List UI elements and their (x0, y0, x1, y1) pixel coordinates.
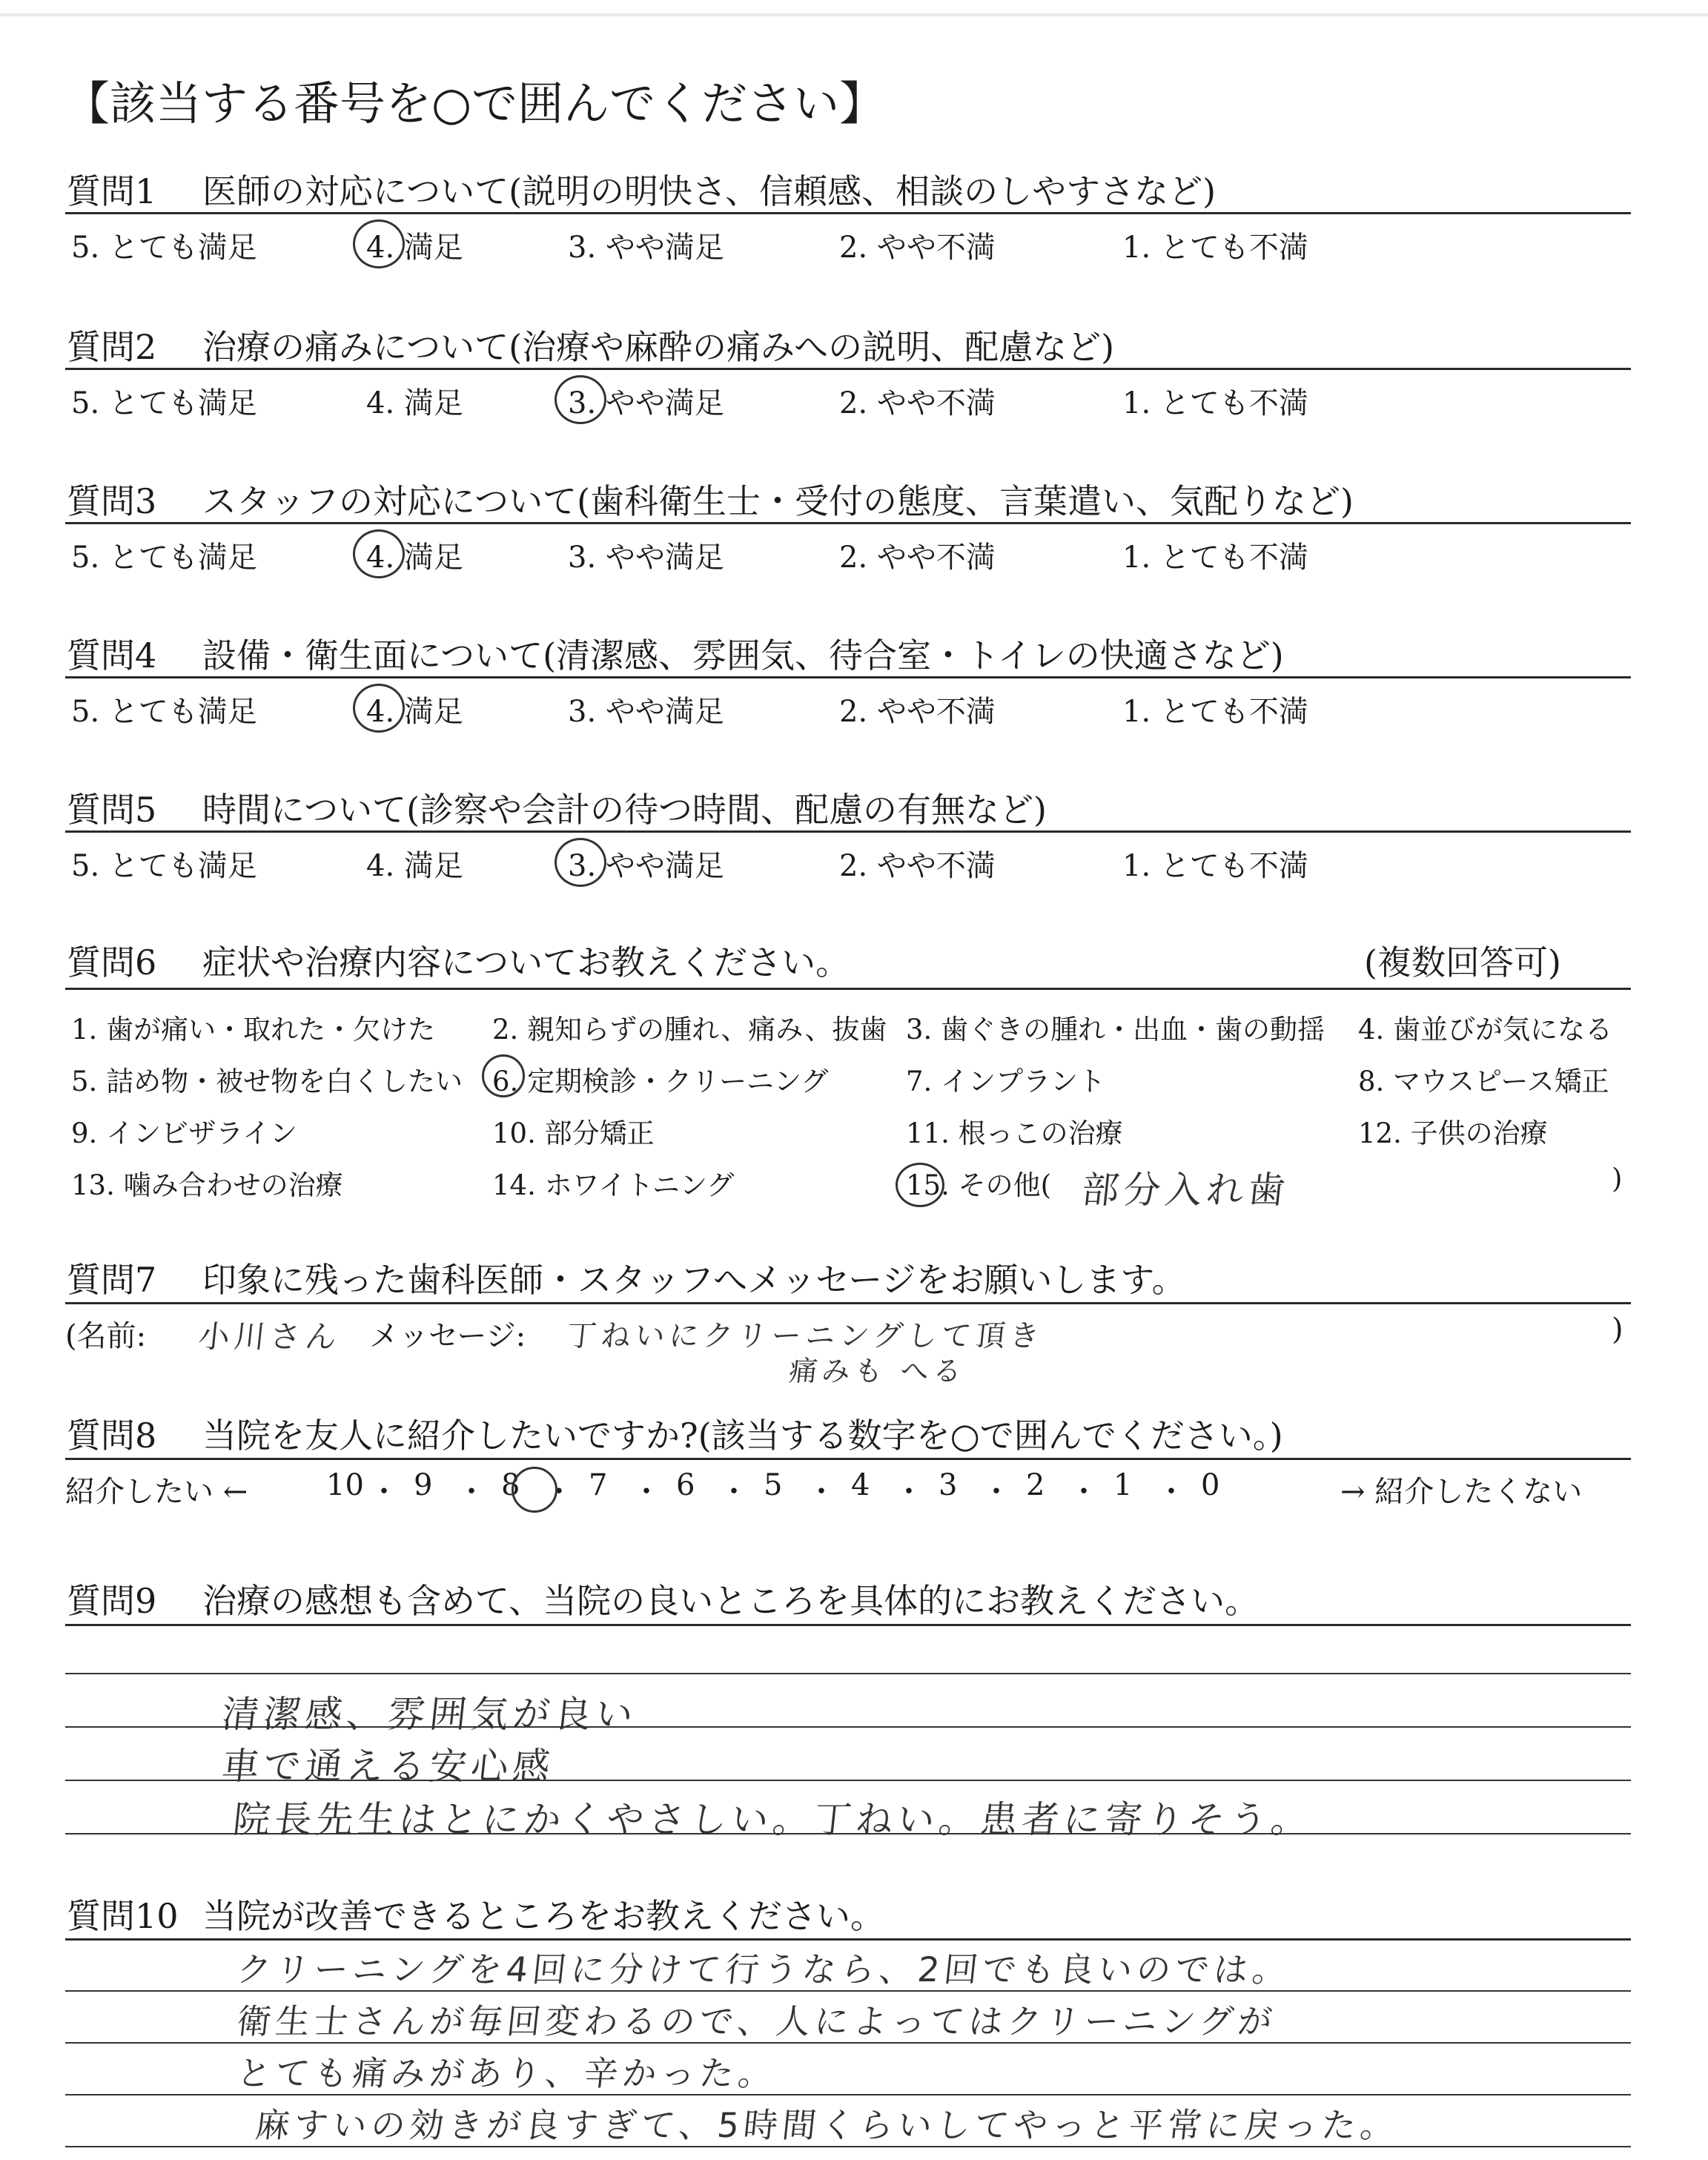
q7-label: 質問7 (67, 1260, 157, 1300)
question-2-selection-circle (555, 375, 606, 424)
q7-message-line2: 痛みも へる (787, 1355, 968, 1387)
question-5-option: 4. 満足 (366, 849, 463, 883)
question-1-option: 5. とても満足 (71, 231, 257, 265)
question-4-option: 1. とても不満 (1122, 695, 1308, 729)
q8-text: 当院を友人に紹介したいですか?(該当する数字を○で囲んでください。) (202, 1416, 1283, 1456)
question-4-option: 3. やや満足 (568, 695, 724, 729)
q6-option: 9. インビザライン (71, 1117, 297, 1149)
question-1-option: 1. とても不満 (1122, 231, 1308, 265)
question-4-text: 設備・衛生面について(清潔感、雰囲気、待合室・トイレの快適さなど) (202, 635, 1284, 676)
q8-separator: ・ (544, 1475, 574, 1509)
q6-circle-6 (482, 1054, 525, 1097)
question-2-option: 1. とても不満 (1122, 386, 1308, 420)
q8-scale-number: 6 (676, 1468, 695, 1502)
question-2-label: 質問2 (67, 327, 157, 367)
question-1-selection-circle (353, 219, 405, 268)
q9-label: 質問9 (67, 1581, 157, 1621)
q9-answer-line: 院長先生はとにかくやさしい。丁ねい。患者に寄りそう。 (231, 1798, 1315, 1841)
q6-other-handwritten: 部分入れ歯 (1079, 1169, 1292, 1212)
question-3-option: 4. 満足 (366, 541, 463, 575)
q6-note: (複数回答可) (1364, 942, 1561, 982)
question-1-rule (65, 212, 1631, 214)
q9-line (65, 1673, 1631, 1674)
question-3-label: 質問3 (67, 481, 157, 521)
q10-rule (65, 1938, 1631, 1941)
q8-scale-number: 5 (764, 1468, 783, 1502)
q8-scale-number: 2 (1026, 1468, 1045, 1502)
question-4-option: 4. 満足 (366, 695, 463, 729)
question-5-text: 時間について(診察や会計の待つ時間、配慮の有無など) (202, 790, 1047, 830)
q8-separator: ・ (632, 1475, 661, 1509)
q7-text: 印象に残った歯科医師・スタッフへメッセージをお願いします。 (202, 1260, 1186, 1300)
question-5-selection-circle (555, 838, 606, 887)
page-title: 【該当する番号を○で囲んでください】 (64, 76, 886, 131)
question-3-option: 1. とても不満 (1122, 541, 1308, 575)
question-5-option: 5. とても満足 (71, 849, 257, 883)
q8-scale-number: 3 (939, 1468, 958, 1502)
question-2-option: 4. 満足 (366, 386, 463, 420)
question-3-option: 3. やや満足 (568, 541, 724, 575)
q8-separator: ・ (369, 1475, 399, 1509)
question-1-option: 4. 満足 (366, 231, 463, 265)
q10-answer-line: クリーニングを4回に分けて行うなら、2回でも良いのでは。 (234, 1949, 1294, 1989)
question-4-option: 5. とても満足 (71, 695, 257, 729)
question-2-text: 治療の痛みについて(治療や麻酔の痛みへの説明、配慮など) (202, 327, 1115, 367)
q6-text: 症状や治療内容についてお教えください。 (202, 942, 850, 982)
q7-rule (65, 1302, 1631, 1304)
q7-message-line1: 丁ねいにクリーニングして頂き (565, 1319, 1046, 1353)
q6-option: 13. 噛み合わせの治療 (71, 1169, 343, 1201)
question-1-option: 3. やや満足 (568, 231, 724, 265)
question-5-option: 3. やや満足 (568, 849, 724, 883)
q8-scale-number: 4 (851, 1468, 870, 1502)
q6-option: 10. 部分矯正 (492, 1117, 655, 1149)
q8-separator: ・ (982, 1475, 1011, 1509)
q8-label: 質問8 (67, 1416, 157, 1456)
question-4-label: 質問4 (67, 635, 157, 676)
question-3-option: 2. やや不満 (839, 541, 996, 575)
q6-circle-15 (896, 1163, 944, 1207)
q8-left-label: 紹介したい ← (65, 1475, 248, 1509)
q10-answer-line: 麻すいの効きが良すぎて、5時間くらいしてやっと平常に戻った。 (253, 2105, 1401, 2145)
q6-option: 6. 定期検診・クリーニング (492, 1066, 829, 1097)
q8-scale-number: 9 (414, 1468, 433, 1502)
q6-option: 7. インプラント (906, 1066, 1106, 1097)
question-5-option: 2. やや不満 (839, 849, 996, 883)
question-3-selection-circle (353, 529, 405, 578)
q8-circle-8 (512, 1467, 557, 1513)
q6-option: 15. その他( (906, 1169, 1052, 1201)
question-2-rule (65, 368, 1631, 370)
question-1-label: 質問1 (67, 171, 157, 211)
question-4-rule (65, 676, 1631, 678)
q8-scale-number: 1 (1113, 1468, 1133, 1502)
q6-option: 14. ホワイトニング (492, 1169, 735, 1201)
q7-name-value: 小川さん (196, 1318, 343, 1355)
q10-label: 質問10 (67, 1896, 179, 1936)
q6-option: 1. 歯が痛い・取れた・欠けた (71, 1014, 436, 1046)
q7-name-label: (名前: (65, 1319, 147, 1353)
question-3-text: スタッフの対応について(歯科衛生士・受付の態度、言葉遣い、気配りなど) (202, 481, 1354, 521)
q6-option: ) (1612, 1163, 1623, 1195)
question-2-option: 2. やや不満 (839, 386, 996, 420)
q6-label: 質問6 (67, 942, 157, 982)
q8-separator: ・ (894, 1475, 924, 1509)
question-1-text: 医師の対応について(説明の明快さ、信頼感、相談のしやすさなど) (202, 171, 1217, 211)
q9-answer-line: 清潔感、雰囲気が良い (219, 1693, 640, 1736)
q9-rule (65, 1624, 1631, 1626)
q9-text: 治療の感想も含めて、当院の良いところを具体的にお教えください。 (202, 1581, 1260, 1621)
q8-scale-number: 0 (1201, 1468, 1220, 1502)
question-3-option: 5. とても満足 (71, 541, 257, 575)
question-5-label: 質問5 (67, 790, 157, 830)
question-1-option: 2. やや不満 (839, 231, 996, 265)
question-4-selection-circle (353, 684, 405, 733)
q6-option: 11. 根っこの治療 (906, 1117, 1123, 1149)
q8-rule (65, 1458, 1631, 1460)
q6-option: 4. 歯並びが気になる (1358, 1014, 1613, 1046)
q6-option: 2. 親知らずの腫れ、痛み、抜歯 (492, 1014, 887, 1046)
question-5-rule (65, 830, 1631, 833)
q8-separator: ・ (1069, 1475, 1099, 1509)
q8-scale-number: 8 (501, 1468, 520, 1502)
q6-option: 5. 詰め物・被せ物を白くしたい (71, 1066, 463, 1097)
q10-answer-line: 衛生士さんが毎回変わるので、人によってはクリーニングが (234, 2001, 1279, 2041)
question-5-option: 1. とても不満 (1122, 849, 1308, 883)
q6-option: 8. マウスピース矯正 (1358, 1066, 1609, 1097)
q6-option: 3. 歯ぐきの腫れ・出血・歯の動揺 (906, 1014, 1325, 1046)
q8-separator: ・ (807, 1475, 836, 1509)
q8-scale-number: 10 (326, 1468, 364, 1502)
q10-answer-line: とても痛みがあり、辛かった。 (234, 2053, 779, 2093)
question-2-option: 5. とても満足 (71, 386, 257, 420)
q9-answer-line: 車で通える安心感 (219, 1745, 557, 1788)
question-4-option: 2. やや不満 (839, 695, 996, 729)
q6-rule (65, 988, 1631, 990)
q8-scale-number: 7 (589, 1468, 608, 1502)
q8-separator: ・ (719, 1475, 749, 1509)
q7-message-label: メッセージ: (369, 1319, 526, 1353)
question-2-option: 3. やや満足 (568, 386, 724, 420)
q8-separator: ・ (1156, 1475, 1186, 1509)
q6-option: 12. 子供の治療 (1358, 1117, 1548, 1149)
q8-right-label: → 紹介したくない (1340, 1475, 1583, 1509)
question-3-rule (65, 522, 1631, 524)
q7-close: ) (1612, 1312, 1623, 1347)
q10-text: 当院が改善できるところをお教えください。 (202, 1896, 884, 1936)
scan-edge (0, 13, 1708, 16)
q8-separator: ・ (457, 1475, 486, 1509)
